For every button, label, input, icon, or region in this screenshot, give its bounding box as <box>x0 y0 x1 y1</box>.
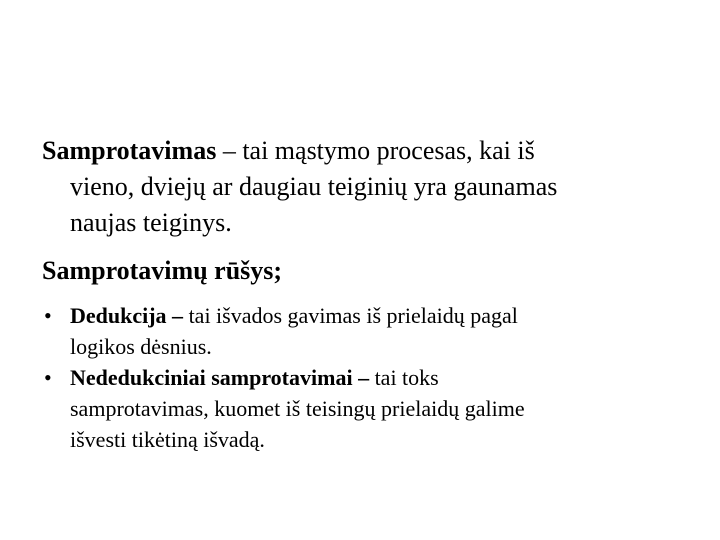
bullet-line-1 <box>70 300 692 331</box>
bullet-item-non-deductive <box>42 362 692 455</box>
bullet-term: Nededukciniai samprotavimai – <box>70 365 370 390</box>
definition-line-2: vieno, dviejų ar daugiau teiginių yra gaunamas <box>70 172 558 201</box>
bullet-line-2: logikos dėsnius. <box>70 334 212 359</box>
definition-term: Samprotavimas <box>42 136 217 165</box>
bullet-line-2: samprotavimas, kuomet iš teisingų prielaidų galime <box>70 396 525 421</box>
bullet-line-1 <box>70 362 692 393</box>
definition-line-3: naujas teiginys. <box>70 208 232 237</box>
types-heading: Samprotavimų rūšys; <box>42 256 283 285</box>
bullet-line-3: išvesti tikėtiną išvadą. <box>70 427 265 452</box>
definition-line-1-text: – tai mąstymo procesas, kai iš <box>216 136 535 165</box>
bullet-term: Dedukcija – <box>70 303 184 328</box>
bullet-marker: • <box>44 303 52 328</box>
bullet-line-1-text: tai toks <box>369 365 439 390</box>
definition-line-1 <box>42 133 682 169</box>
bullet-item-deduction <box>42 300 692 362</box>
bullet-line-1-text: tai išvados gavimas iš prielaidų pagal <box>183 303 518 328</box>
definition-paragraph <box>42 133 682 241</box>
bullet-list <box>42 300 692 455</box>
bullet-marker: • <box>44 365 52 390</box>
